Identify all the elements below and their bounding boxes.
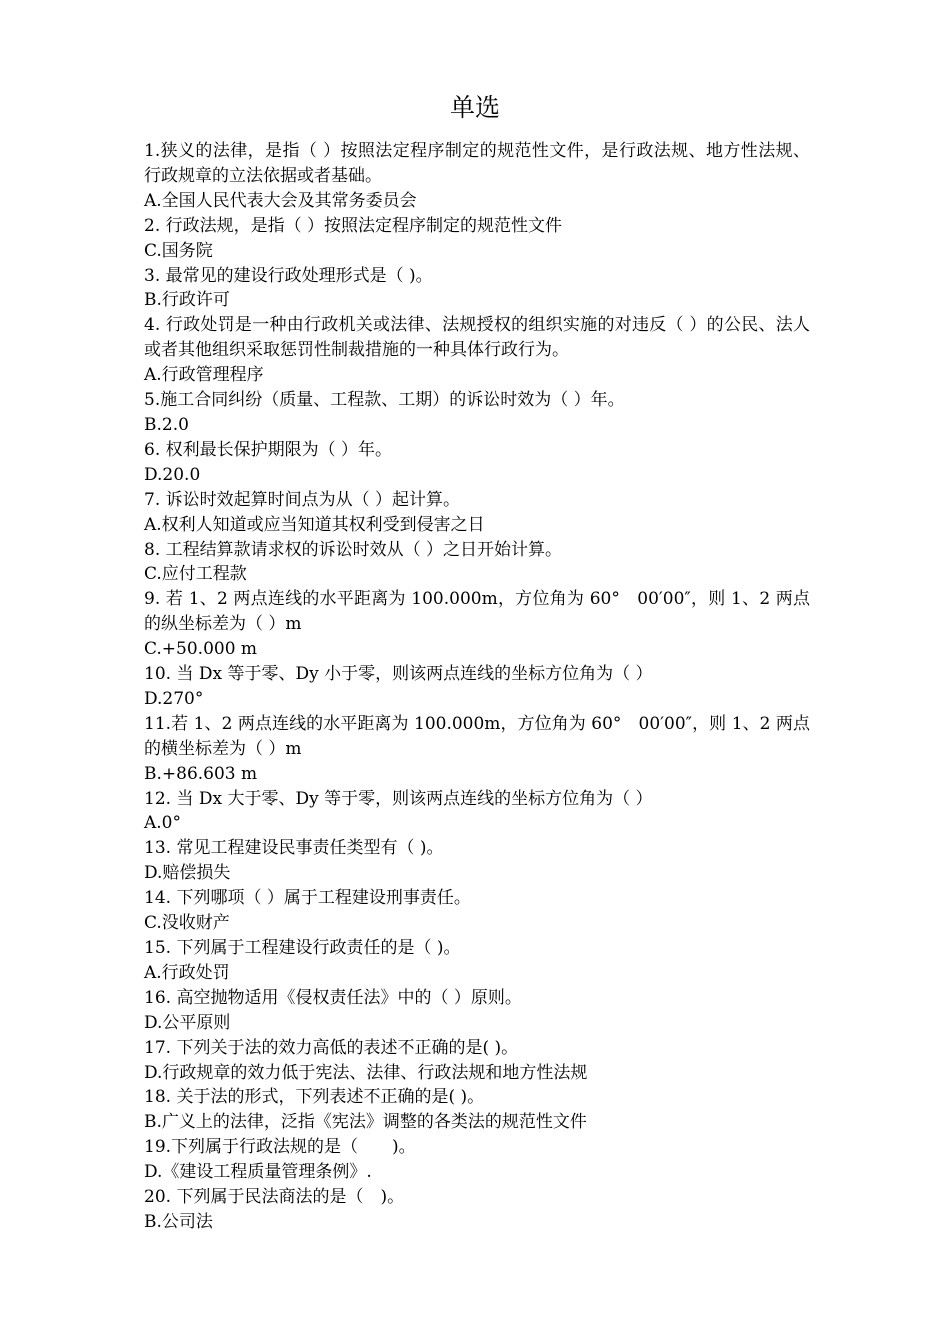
question-text: 12. 当 Dx 大于零、Dy 等于零，则该两点连线的坐标方位角为（ ）	[144, 788, 653, 809]
answer-text: C.+50.000 m	[144, 639, 258, 660]
question-text: 9. 若 1、2 两点连线的水平距离为 100.000m，方位角为 60° 00′00″，则 1、2 两点的纵坐标差为（ ）m	[144, 589, 810, 635]
question-text: 17. 下列关于法的效力高低的表述不正确的是( )。	[144, 1037, 519, 1058]
answer-text: D.公平原则	[144, 1012, 231, 1033]
answer-text: D.20.0	[144, 464, 201, 485]
answer-text: B.广义上的法律，泛指《宪法》调整的各类法的规范性文件	[144, 1112, 587, 1133]
answer-text: D.《建设工程质量管理条例》.	[144, 1162, 372, 1183]
answer-text: B.行政许可	[144, 290, 230, 311]
answer-text: B.公司法	[144, 1211, 213, 1232]
question-text: 8. 工程结算款请求权的诉讼时效从（ ）之日开始计算。	[144, 539, 563, 560]
answer-text: A.0°	[144, 813, 181, 834]
answer-text: A.权利人知道或应当知道其权利受到侵害之日	[144, 514, 485, 535]
answer-text: D.行政规章的效力低于宪法、法律、行政法规和地方性法规	[144, 1062, 588, 1083]
answer-text: A.行政管理程序	[144, 365, 264, 386]
question-text: 18. 关于法的形式，下列表述不正确的是( )。	[144, 1087, 485, 1108]
answer-text: C.应付工程款	[144, 564, 247, 585]
question-text: 10. 当 Dx 等于零、Dy 小于零，则该两点连线的坐标方位角为（ ）	[144, 664, 653, 685]
answer-text: A.行政处罚	[144, 962, 230, 983]
question-text: 5.施工合同纠纷（质量、工程款、工期）的诉讼时效为（ ）年。	[144, 390, 625, 411]
answer-text: B.+86.603 m	[144, 763, 258, 784]
question-text: 16. 高空抛物适用《侵权责任法》中的（ ）原则。	[144, 987, 522, 1008]
question-text: 1.狭义的法律，是指（ ）按照法定程序制定的规范性文件，是行政法规、地方性法规、行政规章的立法依据或者基础。	[144, 141, 810, 186]
question-text: 15. 下列属于工程建设行政责任的是（ )。	[144, 938, 461, 958]
question-text: 2. 行政法规，是指（ ）按照法定程序制定的规范性文件	[144, 215, 563, 236]
answer-text: D.赔偿损失	[144, 863, 231, 884]
answer-text: B.2.0	[144, 414, 189, 435]
question-text: 13. 常见工程建设民事责任类型有（ )。	[144, 838, 444, 859]
answer-text: A.全国人民代表大会及其常务委员会	[144, 190, 417, 211]
answer-text: C.没收财产	[144, 913, 230, 934]
question-text: 11.若 1、2 两点连线的水平距离为 100.000m，方位角为 60° 00′00″，则 1、2 两点的横坐标差为（ ）m	[144, 713, 810, 759]
question-text: 3. 最常见的建设行政处理形式是（ )。	[144, 265, 433, 286]
answer-text: C.国务院	[144, 240, 213, 261]
answer-text: D.270°	[144, 688, 204, 709]
question-text: 19.下列属于行政法规的是（ )。	[144, 1137, 416, 1158]
question-text: 20. 下列属于民法商法的是（ )。	[144, 1187, 405, 1208]
page-title: 单选	[449, 93, 500, 122]
question-text: 4. 行政处罚是一种由行政机关或法律、法规授权的组织实施的对违反（ ）的公民、法人或者其他组织采取惩罚性制裁措施的一种具体行政行为。	[144, 315, 810, 361]
question-text: 14. 下列哪项（ ）属于工程建设刑事责任。	[144, 888, 471, 909]
question-text: 6. 权利最长保护期限为（ ）年。	[144, 439, 393, 460]
question-text: 7. 诉讼时效起算时间点为从（ ）起计算。	[144, 489, 461, 510]
question-list	[144, 139, 810, 1235]
